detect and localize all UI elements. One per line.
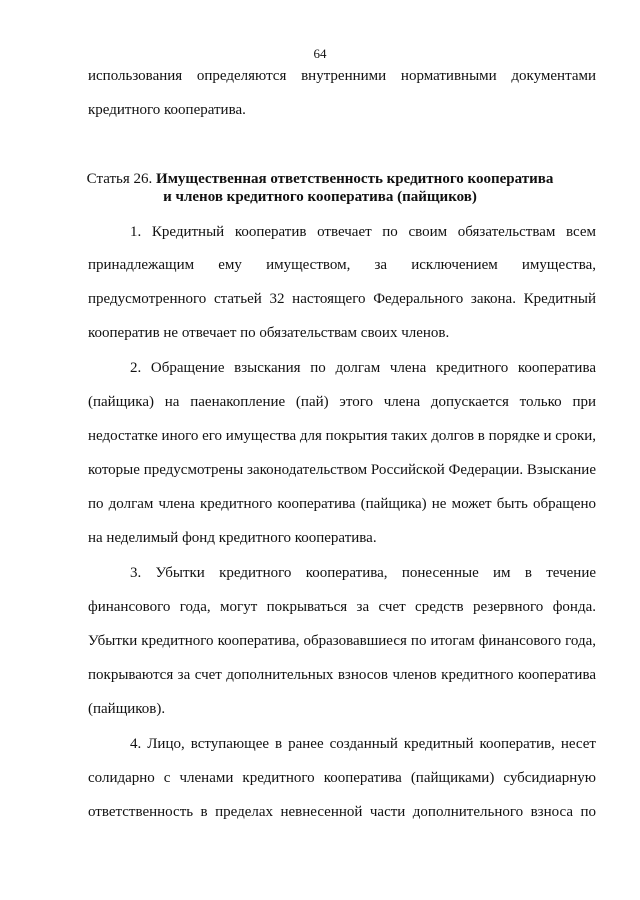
text-line: кооператив не отвечает по обязательствам своих членов. [88,325,450,341]
text-line: по долгам члена кредитного кооператива (пайщика) не может быть обращено [88,496,596,512]
text-line: покрываются за счет дополнительных взносов членов кредитного кооператива [88,667,596,683]
text-line: на неделимый фонд кредитного кооператива. [88,530,377,546]
text-line: предусмотренного статьей 32 настоящего Федерального закона. Кредитный [88,291,596,307]
page-number: 64 [313,46,327,61]
article-number: Статья 26. [86,171,153,187]
text-line: солидарно с членами кредитного кооператива (пайщиками) субсидиарную [88,770,596,786]
text-line: принадлежащим ему имуществом, за исключением имущества, [88,257,596,273]
text-line: (пайщиков). [88,701,166,717]
text-line: которые предусмотрены законодательством Российской Федерации. Взыскание [88,462,596,478]
article-heading [0,169,640,189]
text-line: 2. Обращение взыскания по долгам члена кредитного кооператива [130,360,596,376]
article-title-line-2: и членов кредитного кооператива (пайщиков) [163,189,477,205]
article-title: Имущественная ответственность кредитного кооператива [156,171,554,187]
text-line: ответственность в пределах невнесенной части дополнительного взноса по [88,804,596,820]
text-line: недостатке иного его имущества для покрытия таких долгов в порядке и сроки, [88,428,597,444]
text-line: (пайщика) на паенакопление (пай) этого члена допускается только при [88,394,596,410]
text-line: 4. Лицо, вступающее в ранее созданный кредитный кооператив, несет [130,736,596,752]
text-line: использования определяются внутренними нормативными документами [88,68,596,84]
text-line: 1. Кредитный кооператив отвечает по своим обязательствам всем [130,224,596,240]
text-line: кредитного кооператива. [88,102,246,118]
text-line: Убытки кредитного кооператива, образовавшиеся по итогам финансового года, [88,633,596,649]
text-line: 3. Убытки кредитного кооператива, понесенные им в течение [130,565,596,581]
text-line: финансового года, могут покрываться за счет средств резервного фонда. [88,599,596,615]
